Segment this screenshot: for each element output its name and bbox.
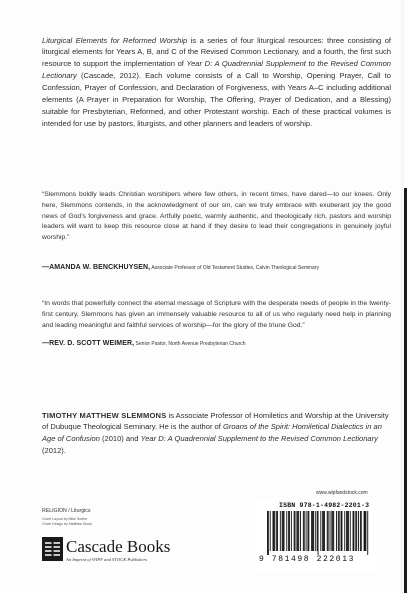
- barcode-bar: [342, 511, 343, 551]
- barcode-bar: [277, 511, 278, 551]
- author-bio-text-2: (2010) and: [99, 434, 141, 444]
- barcode-bar: [365, 511, 366, 551]
- barcode-bar: [330, 511, 331, 551]
- barcode-bar: [324, 511, 325, 551]
- barcode-bar: [270, 511, 271, 551]
- barcode-bar: [336, 511, 337, 551]
- barcode-bar: [332, 511, 333, 551]
- barcode-bar: [297, 511, 298, 551]
- year-d-title: Year D: A Quadrennial Supplement to the Revised Common Lectionary: [42, 59, 391, 81]
- barcode-bar: [347, 511, 348, 551]
- barcode-bar: [360, 511, 361, 551]
- barcode-bar: [348, 511, 349, 551]
- barcode-bar: [295, 511, 296, 551]
- barcode-bar: [267, 511, 268, 555]
- barcode-bar: [289, 511, 290, 551]
- barcode-bar: [346, 511, 347, 551]
- barcode-bar: [339, 511, 340, 551]
- cascade-books-logo-icon: [42, 537, 63, 561]
- author-bio-text-1: is Associate Professor of Homiletics and Worship at the University of Dubuque Theological Seminary. He is the author of: [42, 410, 389, 432]
- endorsement-attribution-2: [42, 340, 391, 347]
- barcode-bar: [283, 511, 284, 551]
- barcode-bar: [284, 511, 285, 551]
- series-description: [42, 35, 391, 130]
- series-description-text-2: (Cascade, 2012). Each volume consists of a Call to Worship, Opening Prayer, Call to Confession, Prayer of Confession, and Declaration of Forgiveness, with Years A–C including additional elements (A Prayer in Preparation for Worship, The Offering, Prayer of Dedication, and a Blessing) suitable for Presbyterian, Reformed, and other Protestant worship. Each of these practical volumes is intended for use by pastors, liturgists, and other planners and leaders of worship.: [42, 71, 391, 128]
- barcode-bar: [355, 511, 356, 551]
- endorser-role-1: Associate Professor of Old Testament Studies, Calvin Theological Seminary: [150, 265, 320, 271]
- spine-dark-strip: [404, 188, 407, 593]
- series-description-text-1: is a series of four liturgical resources: three consisting of liturgical elements for Years A, B, and C of the Revised Common Lectionary, and a fourth, the first such resource to support the implementation of: [42, 35, 391, 69]
- spine-edge: [401, 0, 412, 593]
- barcode-bar: [358, 511, 359, 551]
- barcode-bar: [356, 511, 357, 551]
- barcode-bars: [259, 511, 375, 555]
- barcode-bar: [313, 511, 314, 551]
- endorsement-attribution-1: [42, 264, 391, 271]
- barcode-bar: [322, 511, 323, 551]
- barcode-bar: [274, 511, 275, 551]
- barcode-bar: [300, 511, 301, 551]
- author-book-2: Year D: A Quadrennial Supplement to the Revised Common Lectionary: [140, 434, 378, 444]
- barcode-bar: [304, 511, 305, 551]
- bisac-category: RELIGION / Liturgics: [42, 508, 91, 514]
- series-title: Liturgical Elements for Reformed Worship: [42, 35, 188, 45]
- barcode-bar: [296, 511, 297, 551]
- barcode-bar: [308, 511, 309, 551]
- cover-layout-credit: Cover Layout by Mike Surber: [42, 517, 88, 521]
- publisher-logo: [42, 537, 182, 567]
- barcode-bar: [306, 511, 307, 551]
- barcode-bar: [288, 511, 289, 551]
- barcode-bar: [333, 511, 334, 551]
- barcode-bar: [273, 511, 274, 551]
- barcode-bar: [365, 511, 366, 551]
- author-book-1: Groans of the Spirit: Homiletical Dialectics in an Age of Confusion: [42, 422, 382, 444]
- barcode-bar: [280, 511, 281, 551]
- barcode-bar: [315, 511, 316, 551]
- barcode-bar: [291, 511, 292, 551]
- barcode-bar: [294, 511, 295, 551]
- barcode-bar: [327, 511, 328, 551]
- publisher-website: www.wipfandstock.com: [316, 490, 368, 496]
- publisher-name: Cascade Books: [66, 537, 171, 556]
- barcode-bar: [350, 511, 351, 551]
- barcode-bar: [286, 511, 287, 551]
- endorsement-quote-2: “In words that powerfully connect the eternal message of Scripture with the desperate needs of people in the twenty-first century, Slemmons has given an immensely valuable resource to all of us who regularly need help in planning and leading meaningful and faithful services of worship—for the glory of the triune God.”: [42, 299, 391, 329]
- isbn-barcode: [257, 499, 377, 573]
- barcode-bar: [323, 511, 324, 551]
- barcode-digits: 9 781498 222013: [259, 555, 356, 564]
- barcode-bar: [311, 511, 312, 551]
- barcode-bar: [276, 511, 277, 551]
- cover-design-credit: Cover Design by Matthew Stock: [42, 522, 92, 526]
- barcode-bar: [320, 511, 321, 551]
- barcode-bar: [341, 511, 342, 551]
- isbn-label: ISBN 978-1-4982-2201-3: [279, 502, 370, 509]
- endorser-name-2: —REV. D. SCOTT WEIMER,: [42, 340, 135, 347]
- barcode-bar: [344, 511, 345, 551]
- barcode-bar: [307, 511, 308, 551]
- author-bio: [42, 410, 391, 458]
- endorser-name-1: —AMANDA W. BENCKHUYSEN,: [42, 264, 151, 271]
- barcode-bar: [282, 511, 283, 551]
- cover-credits: [42, 517, 92, 527]
- barcode-bar: [318, 511, 319, 555]
- barcode-bar: [317, 511, 318, 551]
- barcode-bar: [328, 511, 329, 551]
- endorser-role-2: Senior Pastor, North Avenue Presbyterian Church: [134, 341, 246, 347]
- barcode-bar: [338, 511, 339, 551]
- barcode-bar: [361, 511, 362, 551]
- barcode-bar: [273, 511, 274, 551]
- barcode-bar: [303, 511, 304, 551]
- barcode-bar: [268, 511, 269, 555]
- barcode-bar: [367, 511, 368, 555]
- barcode-bar: [353, 511, 354, 551]
- endorsement-quote-1: “Slemmons boldly leads Christian worshipers where few others, in recent times, have dared—to our knees. Only here, Slemmons contends, in the acknowledgment of our sin, can we truly embrace with exuberant joy the good news of God’s forgiveness and grace. Artfully poetic, warmly authentic, and theologically rich, pastors and worship leaders will want to keep this resource close at hand if they desire to lead their congregations in genuinely joyful worship.”: [42, 190, 391, 242]
- author-bio-text-3: (2012).: [42, 446, 66, 456]
- publisher-tagline: An Imprint of WIPF and STOCK Publishers: [66, 557, 148, 562]
- barcode-bar: [331, 511, 332, 551]
- barcode-bar: [298, 511, 299, 551]
- barcode-bar: [364, 511, 365, 551]
- barcode-bar: [312, 511, 313, 551]
- barcode-bar: [353, 511, 354, 551]
- author-name: TIMOTHY MATTHEW SLEMMONS: [42, 410, 167, 420]
